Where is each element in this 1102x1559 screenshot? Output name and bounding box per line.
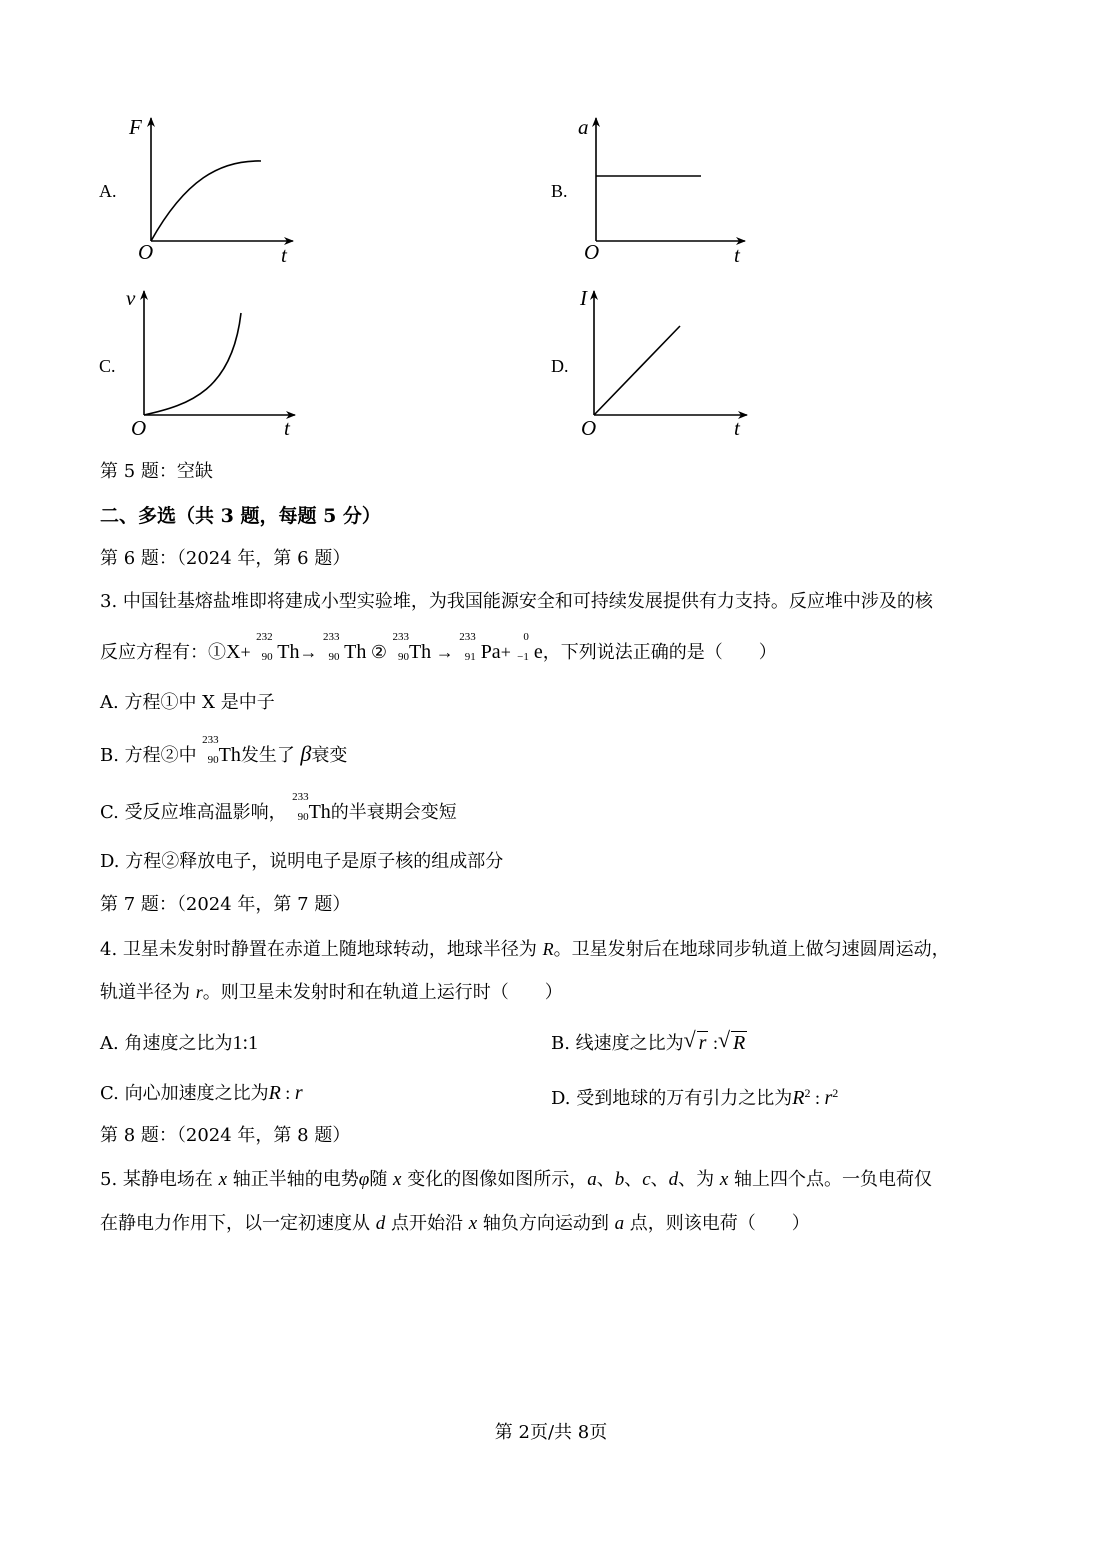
q7-option-a: A. 角速度之比为1:1 bbox=[100, 1032, 259, 1054]
q8-line2-seg: a bbox=[614, 1213, 625, 1234]
q8-line1-seg: 轴正半轴的电势 bbox=[227, 1169, 359, 1190]
section-2-title: 二、多选（共 3 题，每题 5 分） bbox=[100, 505, 381, 527]
q7-option-d: D. 受到地球的万有引力之比为$R^2$ : $r^2$ bbox=[551, 1086, 839, 1109]
q8-line2-seg: 点开始沿 bbox=[385, 1213, 469, 1234]
q8-line1-seg: d bbox=[668, 1169, 679, 1190]
graph-d bbox=[570, 285, 760, 445]
q7-header: 第 7 题：（2024 年，第 7 题） bbox=[100, 894, 351, 915]
q8-line1-seg: a bbox=[587, 1169, 597, 1190]
q8-line1-seg: 、 bbox=[624, 1169, 643, 1190]
q8-line1-seg: 5. 某静电场在 bbox=[100, 1169, 219, 1190]
option-a-label: A. bbox=[99, 181, 117, 201]
q8-stem-line2 bbox=[100, 1212, 810, 1236]
graph-c bbox=[120, 285, 305, 445]
q5-note: 第 5 题：空缺 bbox=[100, 461, 213, 482]
q6-option-d: D. 方程②释放电子，说明电子是原子核的组成部分 bbox=[100, 851, 504, 872]
graph-b-origin: O bbox=[584, 240, 600, 264]
q8-line1-seg: 变化的图像如图所示， bbox=[401, 1169, 588, 1190]
option-d-label: D. bbox=[551, 356, 569, 376]
graph-b-y-label: a bbox=[578, 115, 589, 139]
q8-line2-seg: x bbox=[468, 1213, 478, 1234]
graph-c-y-label: v bbox=[126, 286, 136, 310]
q8-line2-seg: 轴负方向运动到 bbox=[477, 1213, 615, 1234]
q8-line1-seg: 、 bbox=[650, 1169, 669, 1190]
option-b-label: B. bbox=[551, 181, 568, 201]
q8-line1-seg: x bbox=[393, 1169, 402, 1190]
q6-option-b: B. 方程②中 233 90 Th发生了 β衰变 bbox=[100, 734, 348, 766]
q7-stem-line2: 轨道半径为 r。则卫星未发射时和在轨道上运行时（ ） bbox=[100, 982, 563, 1003]
q8-stem-line1 bbox=[100, 1168, 932, 1192]
graph-a-origin: O bbox=[138, 240, 154, 264]
q8-line2-seg: d bbox=[375, 1213, 386, 1234]
q7-option-c: C. 向心加速度之比为R : r bbox=[100, 1082, 303, 1104]
graph-d-y-label: I bbox=[580, 286, 587, 310]
q8-line1-seg: 、 bbox=[596, 1169, 615, 1190]
q8-line2-seg: 点，则该电荷（ ） bbox=[624, 1213, 810, 1234]
curve-c bbox=[144, 313, 241, 415]
curve-a bbox=[151, 161, 261, 241]
q7-option-b: B. 线速度之比为√ r :√ R bbox=[551, 1031, 747, 1056]
q8-line1-seg: 轴上四个点。一负电荷仅 bbox=[728, 1169, 933, 1190]
q7-stem-line1: 4. 卫星未发射时静置在赤道上随地球转动，地球半径为 R。卫星发射后在地球同步轨道上做匀速圆周运动， bbox=[100, 939, 950, 960]
graph-d-origin: O bbox=[581, 416, 597, 440]
graph-c-x-label: t bbox=[284, 416, 290, 440]
q6-header: 第 6 题：（2024 年，第 6 题） bbox=[100, 548, 351, 569]
q8-line1-seg: x bbox=[719, 1169, 729, 1190]
graph-a-y-label: F bbox=[129, 115, 142, 139]
graph-a-x-label: t bbox=[281, 243, 287, 267]
q8-line1-seg: b bbox=[614, 1169, 625, 1190]
graph-b bbox=[570, 110, 760, 270]
q8-line2-seg: 在静电力作用下，以一定初速度从 bbox=[100, 1213, 376, 1234]
q8-line1-seg: x bbox=[218, 1169, 228, 1190]
line-d bbox=[594, 326, 680, 415]
q8-line1-seg: 、为 bbox=[678, 1169, 720, 1190]
q8-line1-seg: φ bbox=[358, 1169, 370, 1190]
q6-option-c: C. 受反应堆高温影响， 233 90 Th的半衰期会变短 bbox=[100, 791, 457, 823]
graph-a bbox=[125, 110, 305, 270]
option-c-label: C. bbox=[99, 356, 116, 376]
q8-line1-seg: 随 bbox=[369, 1169, 394, 1190]
q6-stem-line2: 反应方程有：①X+ 232 90 Th→ 233 90 Th ② 233 90 Th → 233 91 Pa+ 0 −1 e，下列说法正确的是（ ） bbox=[100, 631, 777, 663]
graph-d-x-label: t bbox=[734, 416, 740, 440]
q6-stem-line1: 3. 中国钍基熔盐堆即将建成小型实验堆，为我国能源安全和可持续发展提供有力支持。反应堆中涉及的核 bbox=[100, 591, 933, 612]
page-footer: 第 2页/共 8页 bbox=[494, 1422, 608, 1443]
graph-c-origin: O bbox=[131, 416, 147, 440]
q8-header: 第 8 题：（2024 年，第 8 题） bbox=[100, 1125, 351, 1146]
q6-option-a: A. 方程①中 X 是中子 bbox=[100, 692, 275, 713]
graph-b-x-label: t bbox=[734, 243, 740, 267]
q8-line1-seg: c bbox=[642, 1169, 651, 1190]
